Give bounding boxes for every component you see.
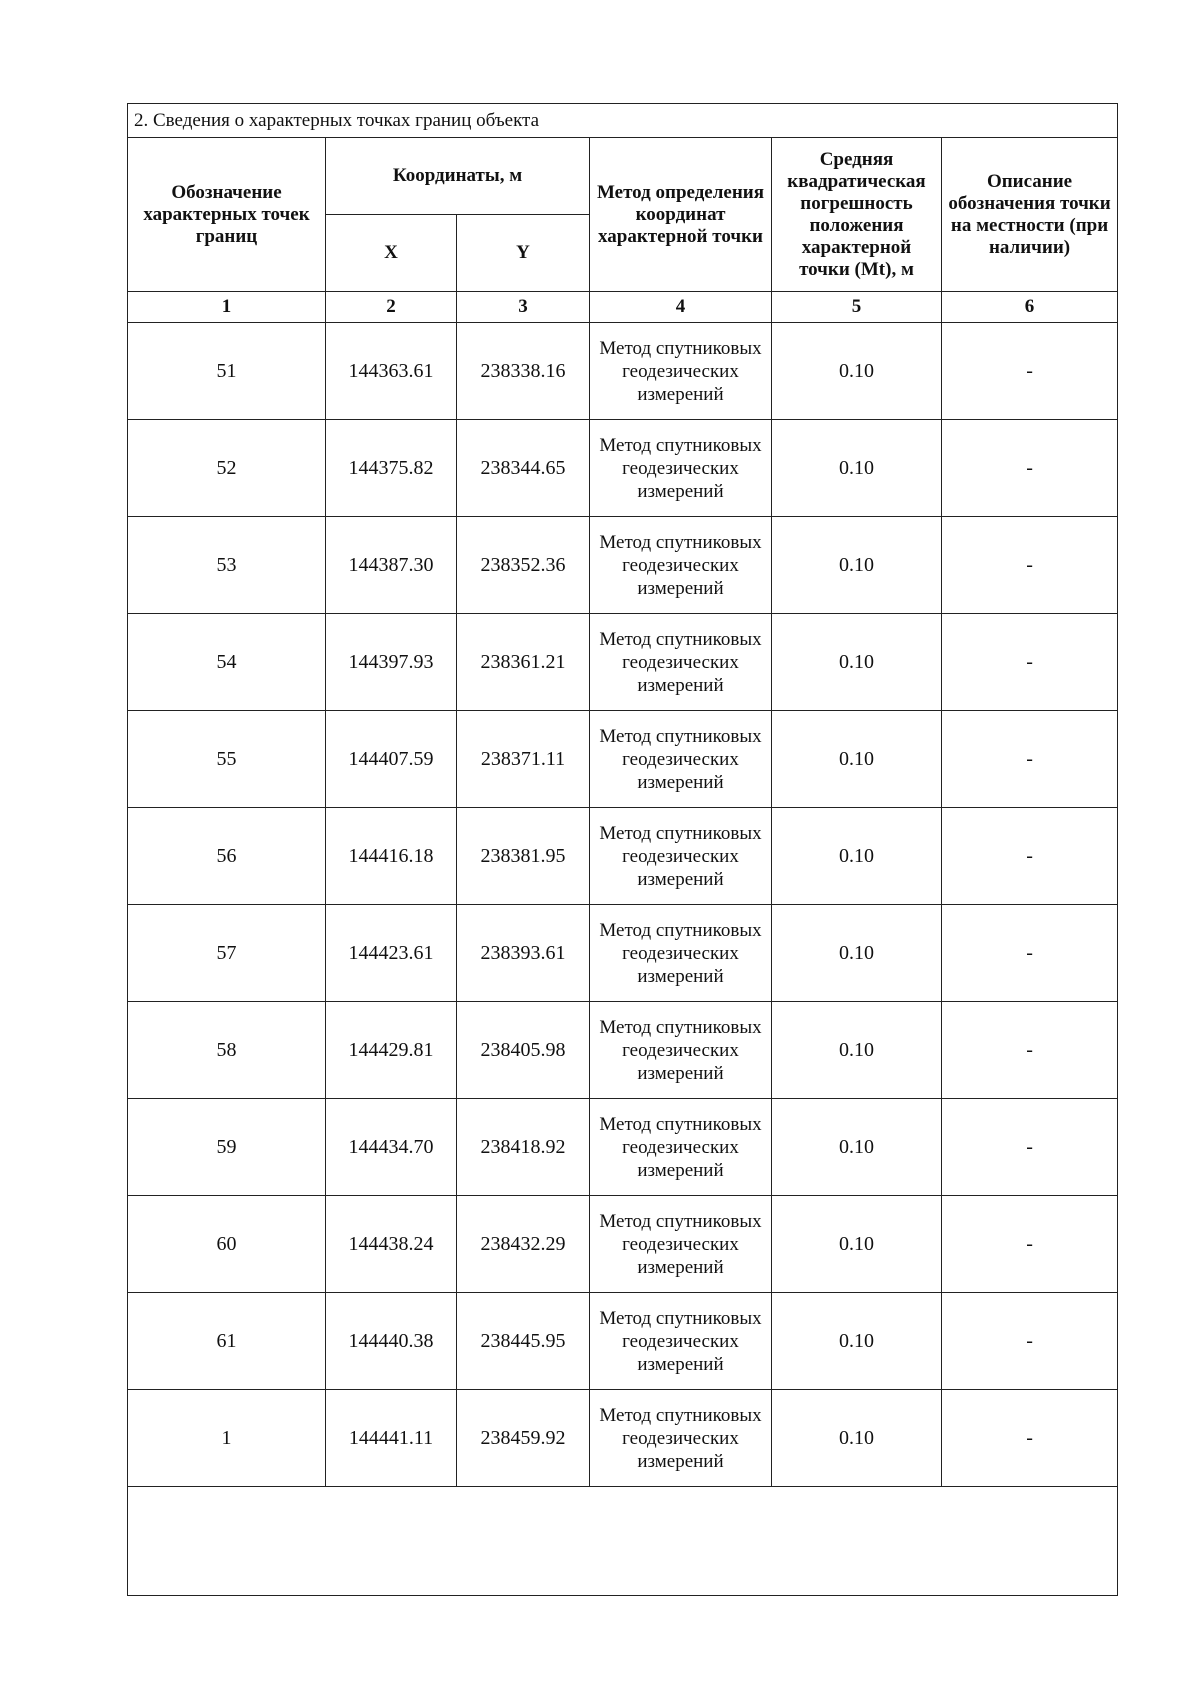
table-row (128, 1099, 1118, 1196)
y-coordinate-cell: 238344.65 (457, 420, 590, 517)
mean-error-cell: 0.10 (772, 1099, 942, 1196)
method-cell: Метод спутниковых геодезических измерений (590, 323, 772, 420)
point-number-cell: 57 (128, 905, 326, 1002)
header-method: Метод определения координат характерной точки (590, 138, 772, 292)
description-cell: - (942, 1293, 1118, 1390)
description-cell: - (942, 517, 1118, 614)
description-cell: - (942, 711, 1118, 808)
table-row (128, 1390, 1118, 1487)
table-row (128, 1293, 1118, 1390)
table-row (128, 614, 1118, 711)
mean-error-cell: 0.10 (772, 614, 942, 711)
boundary-points-table (127, 103, 1118, 1596)
table-row (128, 420, 1118, 517)
method-cell: Метод спутниковых геодезических измерений (590, 517, 772, 614)
header-y: Y (457, 215, 590, 292)
method-cell: Метод спутниковых геодезических измерений (590, 420, 772, 517)
y-coordinate-cell: 238361.21 (457, 614, 590, 711)
method-cell: Метод спутниковых геодезических измерений (590, 1390, 772, 1487)
section-title: 2. Сведения о характерных точках границ объекта (128, 104, 1118, 138)
table-row (128, 323, 1118, 420)
x-coordinate-cell: 144441.11 (326, 1390, 457, 1487)
y-coordinate-cell: 238371.11 (457, 711, 590, 808)
point-number-cell: 59 (128, 1099, 326, 1196)
description-cell: - (942, 1390, 1118, 1487)
y-coordinate-cell: 238381.95 (457, 808, 590, 905)
method-cell: Метод спутниковых геодезических измерений (590, 711, 772, 808)
header-coordinates: Координаты, м (326, 138, 590, 215)
column-number: 1 (128, 292, 326, 323)
header-point-designation: Обозначение характерных точек границ (128, 138, 326, 292)
y-coordinate-cell: 238432.29 (457, 1196, 590, 1293)
x-coordinate-cell: 144429.81 (326, 1002, 457, 1099)
description-cell: - (942, 905, 1118, 1002)
x-coordinate-cell: 144375.82 (326, 420, 457, 517)
point-number-cell: 51 (128, 323, 326, 420)
point-number-cell: 52 (128, 420, 326, 517)
y-coordinate-cell: 238405.98 (457, 1002, 590, 1099)
mean-error-cell: 0.10 (772, 420, 942, 517)
point-number-cell: 53 (128, 517, 326, 614)
column-number: 3 (457, 292, 590, 323)
mean-error-cell: 0.10 (772, 808, 942, 905)
table-row (128, 711, 1118, 808)
point-number-cell: 54 (128, 614, 326, 711)
description-cell: - (942, 808, 1118, 905)
table-row (128, 517, 1118, 614)
x-coordinate-cell: 144416.18 (326, 808, 457, 905)
point-number-cell: 56 (128, 808, 326, 905)
mean-error-cell: 0.10 (772, 905, 942, 1002)
mean-error-cell: 0.10 (772, 1390, 942, 1487)
header-description: Описание обозначения точки на местности (при наличии) (942, 138, 1118, 292)
y-coordinate-cell: 238352.36 (457, 517, 590, 614)
column-number-row (128, 292, 1118, 323)
column-number: 4 (590, 292, 772, 323)
x-coordinate-cell: 144440.38 (326, 1293, 457, 1390)
table-row (128, 1002, 1118, 1099)
mean-error-cell: 0.10 (772, 1002, 942, 1099)
table-row (128, 1196, 1118, 1293)
description-cell: - (942, 420, 1118, 517)
method-cell: Метод спутниковых геодезических измерений (590, 1293, 772, 1390)
description-cell: - (942, 614, 1118, 711)
mean-error-cell: 0.10 (772, 517, 942, 614)
method-cell: Метод спутниковых геодезических измерений (590, 1196, 772, 1293)
column-number: 6 (942, 292, 1118, 323)
x-coordinate-cell: 144363.61 (326, 323, 457, 420)
blank-footer-row (128, 1487, 1118, 1596)
point-number-cell: 1 (128, 1390, 326, 1487)
x-coordinate-cell: 144387.30 (326, 517, 457, 614)
y-coordinate-cell: 238338.16 (457, 323, 590, 420)
column-number: 2 (326, 292, 457, 323)
description-cell: - (942, 1002, 1118, 1099)
method-cell: Метод спутниковых геодезических измерений (590, 905, 772, 1002)
x-coordinate-cell: 144397.93 (326, 614, 457, 711)
x-coordinate-cell: 144438.24 (326, 1196, 457, 1293)
x-coordinate-cell: 144423.61 (326, 905, 457, 1002)
y-coordinate-cell: 238418.92 (457, 1099, 590, 1196)
method-cell: Метод спутниковых геодезических измерений (590, 614, 772, 711)
header-mean-error: Средняя квадратическая погрешность положения характерной точки (Mt), м (772, 138, 942, 292)
y-coordinate-cell: 238459.92 (457, 1390, 590, 1487)
mean-error-cell: 0.10 (772, 711, 942, 808)
x-coordinate-cell: 144407.59 (326, 711, 457, 808)
point-number-cell: 60 (128, 1196, 326, 1293)
description-cell: - (942, 1196, 1118, 1293)
point-number-cell: 55 (128, 711, 326, 808)
mean-error-cell: 0.10 (772, 1293, 942, 1390)
boundary-points-sheet (127, 103, 1117, 1596)
x-coordinate-cell: 144434.70 (326, 1099, 457, 1196)
header-x: X (326, 215, 457, 292)
point-number-cell: 61 (128, 1293, 326, 1390)
table-row (128, 905, 1118, 1002)
mean-error-cell: 0.10 (772, 1196, 942, 1293)
y-coordinate-cell: 238445.95 (457, 1293, 590, 1390)
y-coordinate-cell: 238393.61 (457, 905, 590, 1002)
description-cell: - (942, 1099, 1118, 1196)
point-number-cell: 58 (128, 1002, 326, 1099)
method-cell: Метод спутниковых геодезических измерений (590, 1002, 772, 1099)
method-cell: Метод спутниковых геодезических измерений (590, 1099, 772, 1196)
method-cell: Метод спутниковых геодезических измерений (590, 808, 772, 905)
column-number: 5 (772, 292, 942, 323)
description-cell: - (942, 323, 1118, 420)
blank-footer-cell (128, 1487, 1118, 1596)
mean-error-cell: 0.10 (772, 323, 942, 420)
table-row (128, 808, 1118, 905)
